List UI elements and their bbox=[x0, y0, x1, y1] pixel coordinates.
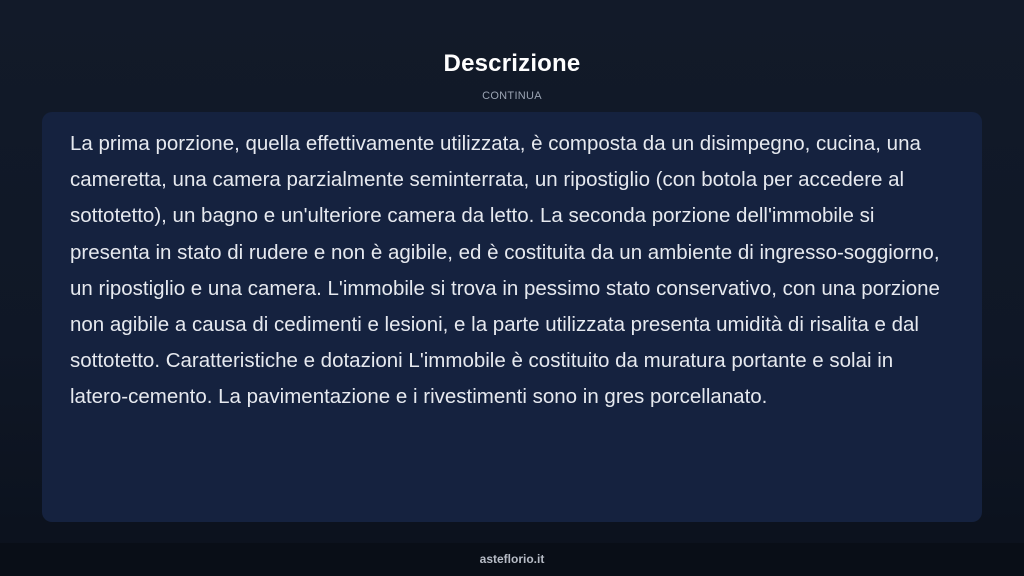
page-subtitle: CONTINUA bbox=[482, 90, 542, 102]
footer-site-label: asteflorio.it bbox=[479, 552, 545, 566]
page-title: Descrizione bbox=[443, 50, 581, 77]
description-card bbox=[42, 112, 982, 522]
description-text: La prima porzione, quella effettivamente utilizzata, è composta da un disimpegno, cucina, una cameretta, una camera parzialmente seminterrata, un ripostiglio (con botola per accedere al sottotetto), un bagno e un'ulteriore camera da letto. La seconda porzione dell'immobile si presenta in stato di rudere e non è agibile, ed è costituita da un ambiente di ingresso-soggiorno, un ripostiglio e una camera. L'immobile si trova in pessimo stato conservativo, con una porzione non agibile a causa di cedimenti e lesioni, e la parte utilizzata presenta umidità di risalita e dal sottotetto. Caratteristiche e dotazioni L'immobile è costituito da muratura portante e solai in latero-cemento. La pavimentazione e i rivestimenti sono in gres porcellanato. bbox=[70, 132, 940, 409]
header bbox=[0, 0, 1024, 110]
